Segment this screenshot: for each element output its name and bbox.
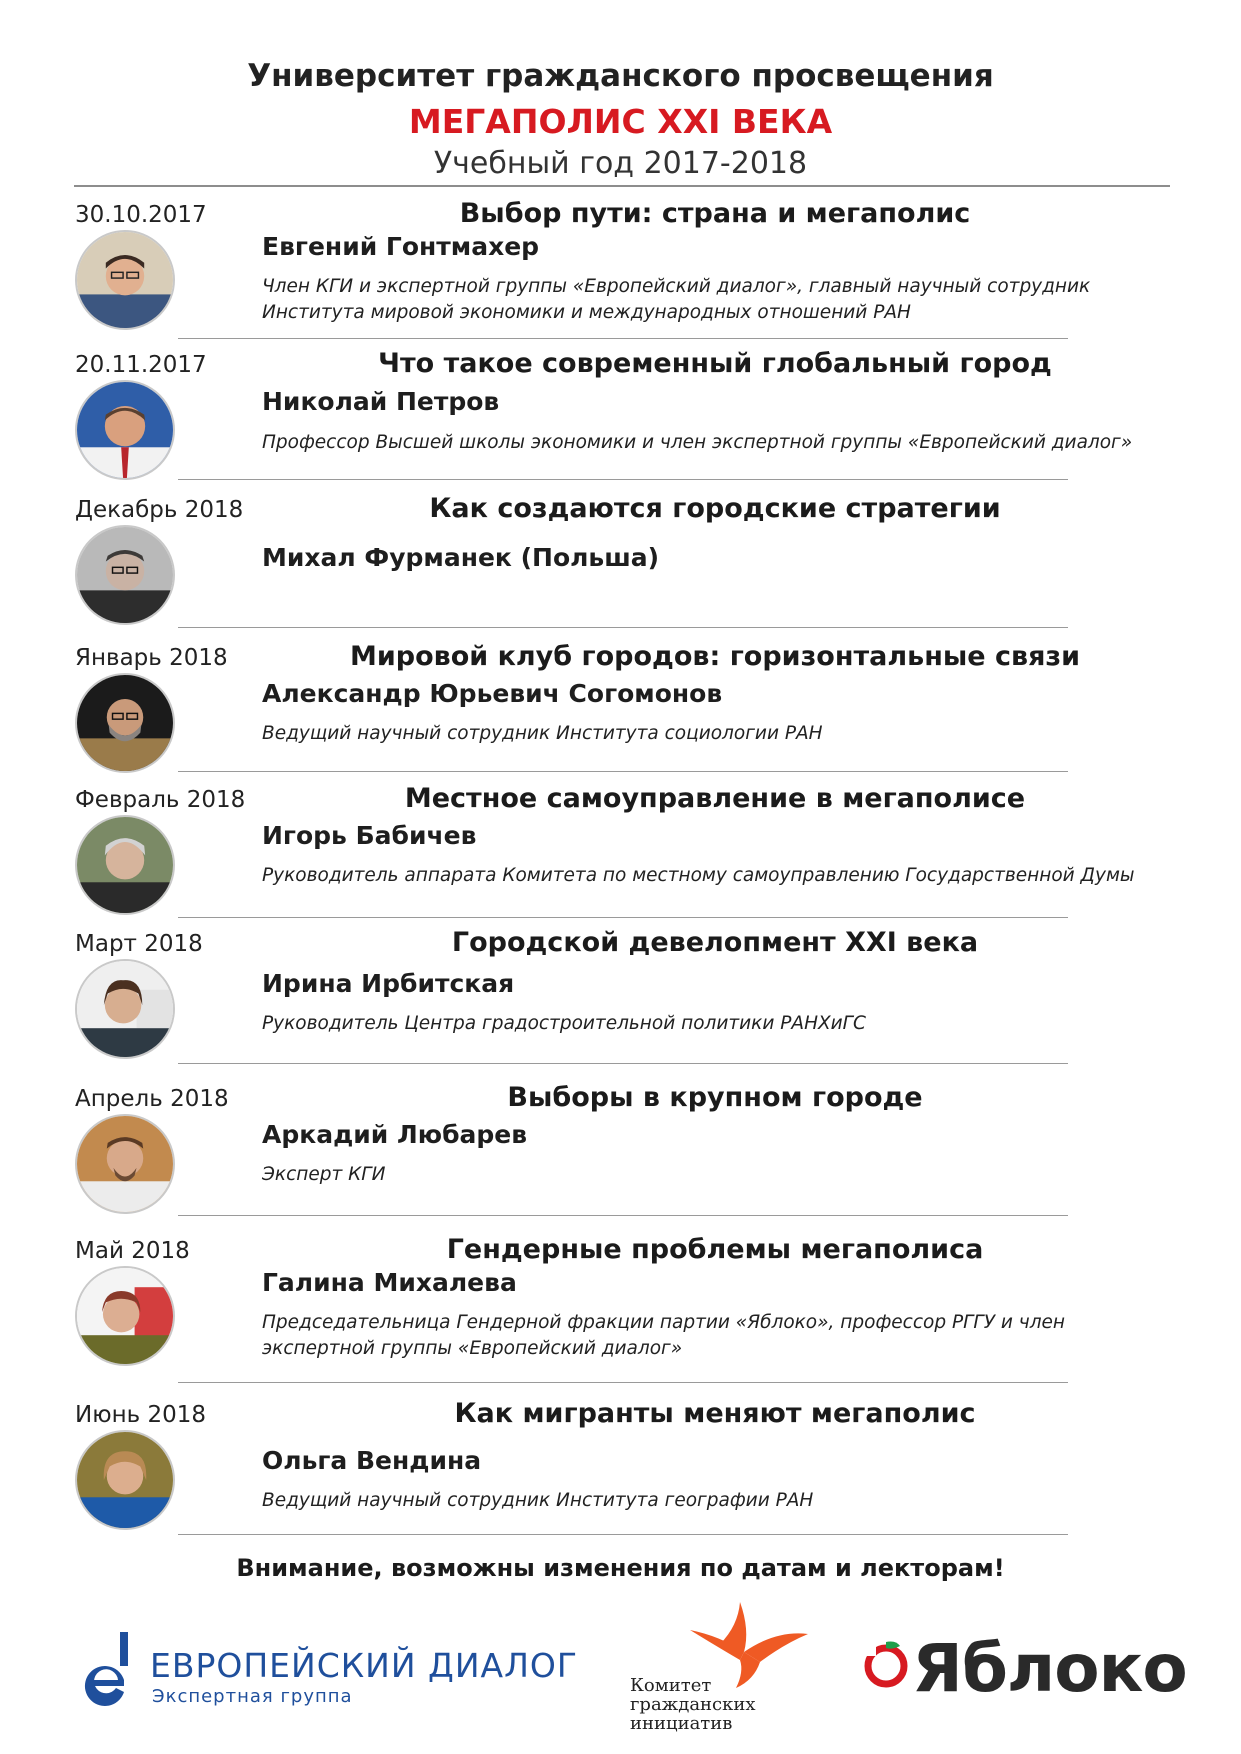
lecture-divider xyxy=(178,627,1068,628)
speaker-name: Евгений Гонтмахер xyxy=(262,232,540,261)
speaker-name: Михал Фурманек (Польша) xyxy=(262,543,660,572)
lecture-date: Март 2018 xyxy=(75,931,203,957)
lecture-topic: Что такое современный глобальный город xyxy=(378,348,1052,379)
yabloko-logo xyxy=(860,1620,1187,1720)
speaker-role: Председательница Гендерной фракции партии «Яблоко», профессор РГГУ и член экспертной группы «Европейский диалог» xyxy=(262,1312,1066,1359)
european-dialogue-subtitle: Экспертная группа xyxy=(152,1686,353,1707)
lecture-item xyxy=(0,1076,1241,1216)
speaker-photo xyxy=(75,815,175,915)
european-dialogue-name: ЕВРОПЕЙСКИЙ ДИАЛОГ xyxy=(150,1646,579,1685)
lecture-date: 30.10.2017 xyxy=(75,202,207,228)
lecture-date: 20.11.2017 xyxy=(75,352,207,378)
kgi-name xyxy=(630,1676,756,1733)
speaker-photo xyxy=(75,959,175,1059)
speaker-role: Руководитель Центра градостроительной политики РАНХиГС xyxy=(262,1013,866,1034)
speaker-role: Эксперт КГИ xyxy=(262,1164,386,1185)
speaker-photo xyxy=(75,1430,175,1530)
lecture-date: Апрель 2018 xyxy=(75,1086,229,1112)
european-dialogue-logo xyxy=(80,1630,579,1710)
lecture-date: Декабрь 2018 xyxy=(75,497,244,523)
lecture-item xyxy=(0,487,1241,627)
lecture-item xyxy=(0,777,1241,917)
speaker-name: Ольга Вендина xyxy=(262,1446,482,1475)
lecture-item xyxy=(0,1228,1241,1368)
lecture-item xyxy=(0,192,1241,332)
lecture-divider xyxy=(178,338,1068,339)
speaker-role: Профессор Высшей школы экономики и член экспертной группы «Европейский диалог» xyxy=(262,432,1133,453)
lecture-topic: Мировой клуб городов: горизонтальные связи xyxy=(349,641,1081,672)
speaker-photo xyxy=(75,1266,175,1366)
kgi-name-line: Комитет xyxy=(630,1675,712,1696)
page-title: Университет гражданского просвещения xyxy=(247,58,994,94)
lecture-divider xyxy=(178,1534,1068,1535)
academic-year: Учебный год 2017-2018 xyxy=(433,146,808,181)
speaker-role: Ведущий научный сотрудник Института географии РАН xyxy=(262,1490,814,1511)
kgi-name-line: гражданских xyxy=(630,1694,756,1715)
speaker-photo xyxy=(75,380,175,480)
lecture-date: Февраль 2018 xyxy=(75,787,246,813)
speaker-photo xyxy=(75,525,175,625)
lecture-topic: Городской девелопмент XXI века xyxy=(451,927,979,958)
lecture-item xyxy=(0,1392,1241,1532)
page-subtitle: МЕГАПОЛИС XXI ВЕКА xyxy=(408,102,833,141)
speaker-photo xyxy=(75,230,175,330)
lecture-topic: Выборы в крупном городе xyxy=(507,1082,923,1113)
lecture-item xyxy=(0,921,1241,1061)
lecture-topic: Гендерные проблемы мегаполиса xyxy=(446,1234,984,1265)
speaker-photo xyxy=(75,673,175,773)
lecture-date: Январь 2018 xyxy=(75,645,228,671)
yabloko-apple-icon xyxy=(860,1638,912,1690)
change-warning: Внимание, возможны изменения по датам и лекторам! xyxy=(236,1554,1005,1582)
lecture-divider xyxy=(178,479,1068,480)
lecture-item xyxy=(0,342,1241,482)
speaker-name: Николай Петров xyxy=(262,387,500,416)
lecture-divider xyxy=(178,917,1068,918)
lecture-topic: Как создаются городские стратегии xyxy=(429,493,1001,524)
speaker-name: Игорь Бабичев xyxy=(262,821,477,850)
lecture-item xyxy=(0,635,1241,775)
lecture-topic: Как мигранты меняют мегаполис xyxy=(454,1398,976,1429)
lecture-date: Май 2018 xyxy=(75,1238,190,1264)
speaker-role: Ведущий научный сотрудник Института социологии РАН xyxy=(262,723,823,744)
lecture-divider xyxy=(178,1382,1068,1383)
speaker-photo xyxy=(75,1114,175,1214)
lecture-divider xyxy=(178,1215,1068,1216)
kgi-logo xyxy=(630,1600,810,1734)
speaker-role: Член КГИ и экспертной группы «Европейский диалог», главный научный сотрудник Института мировой экономики и международных отношений РАН xyxy=(262,276,1091,323)
speaker-name: Александр Юрьевич Согомонов xyxy=(262,679,723,708)
lecture-divider xyxy=(178,771,1068,772)
lecture-topic: Местное самоуправление в мегаполисе xyxy=(404,783,1026,814)
lecture-topic: Выбор пути: страна и мегаполис xyxy=(459,198,971,229)
header-rule xyxy=(74,185,1170,187)
speaker-name: Аркадий Любарев xyxy=(262,1120,528,1149)
speaker-name: Ирина Ирбитская xyxy=(262,969,515,998)
lecture-date: Июнь 2018 xyxy=(75,1402,207,1428)
european-dialogue-mark-icon xyxy=(80,1630,142,1710)
speaker-name: Галина Михалева xyxy=(262,1268,517,1297)
lecture-divider xyxy=(178,1063,1068,1064)
yabloko-name: Яблоко xyxy=(912,1630,1187,1707)
kgi-name-line: инициатив xyxy=(630,1713,733,1734)
speaker-role: Руководитель аппарата Комитета по местному самоуправлению Государственной Думы xyxy=(262,865,1135,886)
